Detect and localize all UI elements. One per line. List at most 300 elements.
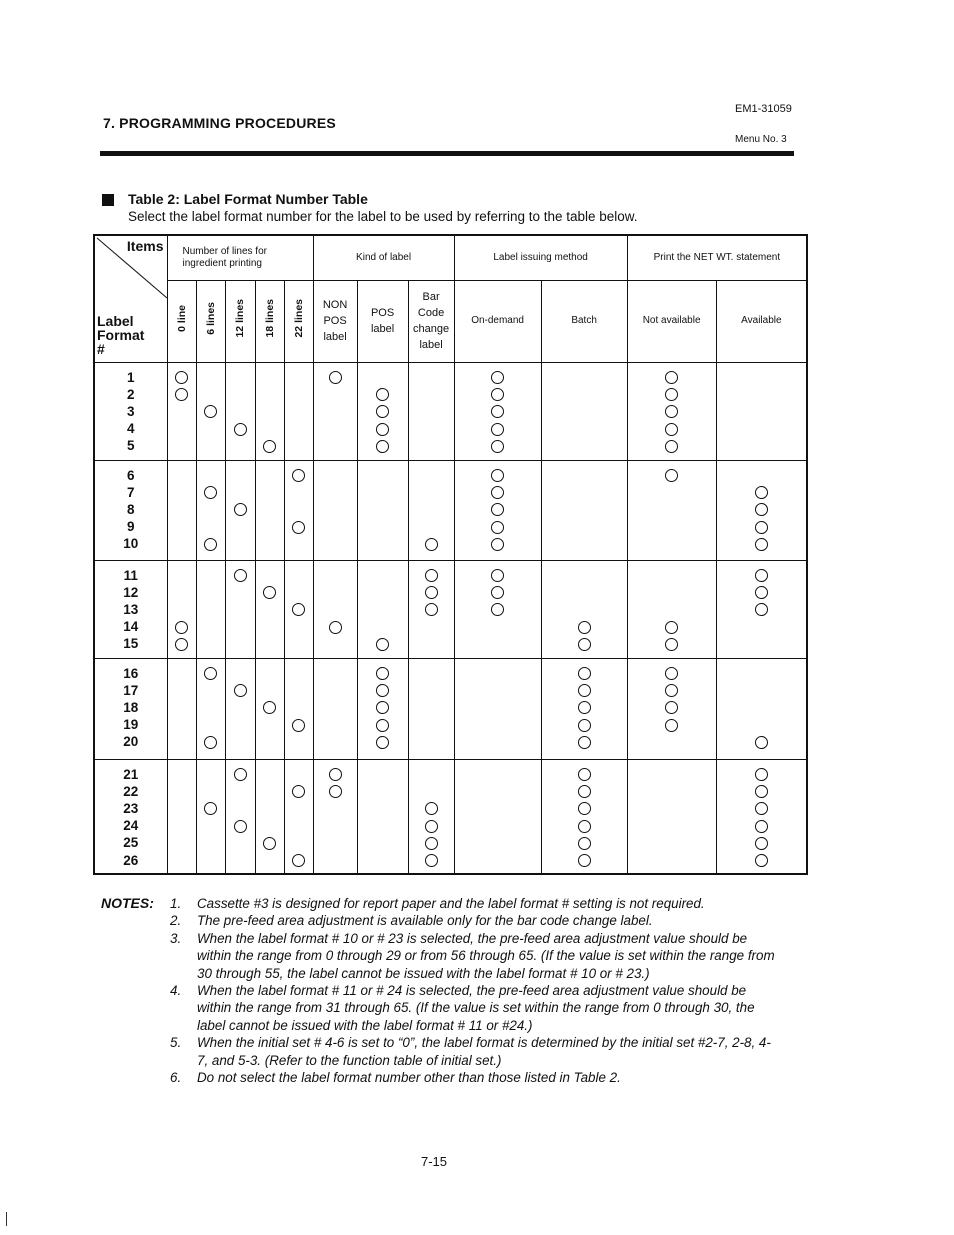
circle-icon xyxy=(491,586,504,599)
circle-mark-icon xyxy=(168,618,196,635)
empty-mark xyxy=(314,817,357,834)
circle-icon xyxy=(755,854,768,867)
empty-mark xyxy=(628,584,716,601)
subheader-0-line: 0 line xyxy=(167,280,196,362)
label-format-number: 2 xyxy=(126,386,135,402)
circle-mark-icon xyxy=(314,369,357,386)
circle-mark-icon xyxy=(455,403,541,420)
empty-mark xyxy=(285,420,313,437)
empty-mark xyxy=(168,567,196,584)
circle-icon xyxy=(578,701,591,714)
empty-mark xyxy=(285,665,313,682)
empty-mark xyxy=(197,437,225,454)
empty-mark xyxy=(358,783,408,800)
subheader-18-lines: 18 lines xyxy=(255,280,284,362)
empty-mark xyxy=(168,484,196,501)
mark-cell xyxy=(357,658,408,759)
empty-mark xyxy=(226,518,255,535)
circle-mark-icon xyxy=(542,851,627,868)
empty-mark xyxy=(197,783,225,800)
circle-mark-icon xyxy=(314,783,357,800)
circle-mark-icon xyxy=(285,716,313,733)
circle-mark-icon xyxy=(409,601,454,618)
label-format-number: 25 xyxy=(123,835,139,851)
circle-icon xyxy=(755,837,768,850)
table-group-row xyxy=(94,362,807,460)
circle-icon xyxy=(376,736,389,749)
empty-mark xyxy=(256,783,284,800)
empty-mark xyxy=(628,535,716,552)
circle-icon xyxy=(755,603,768,616)
mark-cell xyxy=(716,460,807,560)
empty-mark xyxy=(409,618,454,635)
circle-mark-icon xyxy=(409,817,454,834)
circle-mark-icon xyxy=(628,716,716,733)
circle-icon xyxy=(329,785,342,798)
mark-cell xyxy=(255,362,284,460)
label-format-number: 17 xyxy=(123,682,139,698)
circle-mark-icon xyxy=(628,403,716,420)
empty-mark xyxy=(358,817,408,834)
empty-mark xyxy=(168,716,196,733)
circle-mark-icon xyxy=(358,403,408,420)
empty-mark xyxy=(226,369,255,386)
circle-icon xyxy=(491,486,504,499)
empty-mark xyxy=(409,783,454,800)
circle-mark-icon xyxy=(168,635,196,652)
circle-icon xyxy=(755,521,768,534)
empty-mark xyxy=(285,800,313,817)
empty-mark xyxy=(358,484,408,501)
empty-mark xyxy=(226,403,255,420)
empty-mark xyxy=(314,518,357,535)
empty-mark xyxy=(314,716,357,733)
empty-mark xyxy=(409,699,454,716)
empty-mark xyxy=(256,635,284,652)
mark-cell xyxy=(196,658,225,759)
mark-cell xyxy=(454,460,541,560)
empty-mark xyxy=(168,518,196,535)
empty-mark xyxy=(256,618,284,635)
circle-icon xyxy=(755,586,768,599)
empty-mark xyxy=(358,851,408,868)
empty-mark xyxy=(542,567,627,584)
empty-mark xyxy=(314,635,357,652)
empty-mark xyxy=(285,817,313,834)
empty-mark xyxy=(455,766,541,783)
empty-mark xyxy=(226,699,255,716)
mark-cell xyxy=(225,362,255,460)
circle-icon xyxy=(491,503,504,516)
circle-icon xyxy=(425,569,438,582)
circle-icon xyxy=(329,621,342,634)
mark-cell xyxy=(716,362,807,460)
scan-edge-mark xyxy=(6,1212,7,1226)
empty-mark xyxy=(256,369,284,386)
empty-mark xyxy=(285,369,313,386)
empty-mark xyxy=(256,733,284,750)
circle-icon xyxy=(425,802,438,815)
circle-mark-icon xyxy=(409,851,454,868)
circle-icon xyxy=(665,719,678,732)
empty-mark xyxy=(314,567,357,584)
circle-mark-icon xyxy=(197,665,225,682)
empty-mark xyxy=(197,766,225,783)
label-format-numbers xyxy=(94,759,167,874)
mark-cell xyxy=(454,362,541,460)
circle-icon xyxy=(204,486,217,499)
circle-mark-icon xyxy=(717,817,807,834)
circle-mark-icon xyxy=(168,369,196,386)
empty-mark xyxy=(628,484,716,501)
circle-icon xyxy=(491,603,504,616)
empty-mark xyxy=(717,437,807,454)
mark-cell xyxy=(408,759,454,874)
empty-mark xyxy=(542,484,627,501)
empty-mark xyxy=(542,535,627,552)
circle-icon xyxy=(175,388,188,401)
empty-mark xyxy=(409,386,454,403)
circle-mark-icon xyxy=(717,584,807,601)
circle-mark-icon xyxy=(256,584,284,601)
mark-cell xyxy=(716,759,807,874)
note-item: 5. When the initial set # 4-6 is set to “0”, the label format is determined by the initial set #2-7, 2-8, 4-7, and 5-3. (Refer to the function table of initial set.) xyxy=(170,1035,771,1068)
empty-mark xyxy=(455,800,541,817)
circle-mark-icon xyxy=(542,699,627,716)
circle-icon xyxy=(755,486,768,499)
empty-mark xyxy=(358,618,408,635)
empty-mark xyxy=(542,403,627,420)
empty-mark xyxy=(314,467,357,484)
mark-cell xyxy=(541,362,627,460)
circle-mark-icon xyxy=(628,420,716,437)
mark-cell xyxy=(541,560,627,658)
circle-mark-icon xyxy=(717,766,807,783)
circle-icon xyxy=(755,503,768,516)
empty-mark xyxy=(168,584,196,601)
circle-icon xyxy=(204,538,217,551)
empty-mark xyxy=(314,851,357,868)
circle-icon xyxy=(376,423,389,436)
circle-mark-icon xyxy=(455,501,541,518)
circle-icon xyxy=(376,388,389,401)
label-format-number: 18 xyxy=(123,699,139,715)
circle-mark-icon xyxy=(542,766,627,783)
subheader-6-lines: 6 lines xyxy=(196,280,225,362)
empty-mark xyxy=(197,834,225,851)
mark-cell xyxy=(284,362,313,460)
empty-mark xyxy=(314,535,357,552)
circle-mark-icon xyxy=(717,501,807,518)
circle-mark-icon xyxy=(455,467,541,484)
empty-mark xyxy=(358,584,408,601)
empty-mark xyxy=(358,501,408,518)
subheader-non-pos-label: NON POS label xyxy=(313,280,357,362)
empty-mark xyxy=(256,535,284,552)
circle-icon xyxy=(665,371,678,384)
empty-mark xyxy=(409,369,454,386)
circle-icon xyxy=(578,768,591,781)
label-format-number: 26 xyxy=(123,852,139,868)
label-format-number: 5 xyxy=(126,438,135,454)
circle-mark-icon xyxy=(358,733,408,750)
circle-mark-icon xyxy=(197,733,225,750)
label-format-number: 1 xyxy=(126,369,135,385)
empty-mark xyxy=(285,437,313,454)
circle-mark-icon xyxy=(285,783,313,800)
mark-cell xyxy=(716,658,807,759)
group-header-kind: Kind of label xyxy=(313,235,454,280)
circle-mark-icon xyxy=(409,535,454,552)
empty-mark xyxy=(285,535,313,552)
empty-mark xyxy=(409,716,454,733)
mark-cell xyxy=(313,759,357,874)
group-header-issuing: Label issuing method xyxy=(454,235,627,280)
empty-mark xyxy=(197,467,225,484)
empty-mark xyxy=(197,584,225,601)
empty-mark xyxy=(314,584,357,601)
mark-cell xyxy=(255,460,284,560)
empty-mark xyxy=(226,800,255,817)
circle-mark-icon xyxy=(256,437,284,454)
empty-mark xyxy=(168,699,196,716)
circle-icon xyxy=(755,820,768,833)
circle-mark-icon xyxy=(226,766,255,783)
empty-mark xyxy=(628,783,716,800)
empty-mark xyxy=(197,369,225,386)
empty-mark xyxy=(409,635,454,652)
header-rule xyxy=(100,151,794,156)
circle-mark-icon xyxy=(358,635,408,652)
section-title: 7. PROGRAMMING PROCEDURES xyxy=(103,115,336,131)
empty-mark xyxy=(256,766,284,783)
circle-mark-icon xyxy=(542,800,627,817)
empty-mark xyxy=(226,716,255,733)
empty-mark xyxy=(168,851,196,868)
circle-mark-icon xyxy=(256,834,284,851)
empty-mark xyxy=(542,437,627,454)
circle-mark-icon xyxy=(168,386,196,403)
empty-mark xyxy=(314,386,357,403)
circle-icon xyxy=(234,820,247,833)
note-item: 2. The pre-feed area adjustment is available only for the bar code change label. xyxy=(170,913,653,929)
empty-mark xyxy=(168,665,196,682)
empty-mark xyxy=(628,733,716,750)
empty-mark xyxy=(542,601,627,618)
empty-mark xyxy=(409,437,454,454)
circle-icon xyxy=(578,621,591,634)
circle-mark-icon xyxy=(542,682,627,699)
mark-cell xyxy=(167,560,196,658)
circle-icon xyxy=(175,621,188,634)
circle-mark-icon xyxy=(542,716,627,733)
empty-mark xyxy=(717,635,807,652)
empty-mark xyxy=(285,635,313,652)
subheader-on-demand: On-demand xyxy=(454,280,541,362)
circle-mark-icon xyxy=(628,467,716,484)
empty-mark xyxy=(628,518,716,535)
empty-mark xyxy=(256,716,284,733)
circle-mark-icon xyxy=(358,682,408,699)
empty-mark xyxy=(717,403,807,420)
empty-mark xyxy=(455,733,541,750)
mark-cell xyxy=(167,362,196,460)
empty-mark xyxy=(358,467,408,484)
empty-mark xyxy=(168,403,196,420)
circle-mark-icon xyxy=(542,834,627,851)
empty-mark xyxy=(197,817,225,834)
notes-list xyxy=(170,895,780,1086)
empty-mark xyxy=(168,834,196,851)
circle-icon xyxy=(292,603,305,616)
circle-icon xyxy=(292,521,305,534)
circle-icon xyxy=(491,538,504,551)
circle-mark-icon xyxy=(455,420,541,437)
empty-mark xyxy=(314,682,357,699)
circle-mark-icon xyxy=(717,518,807,535)
mark-cell xyxy=(357,560,408,658)
circle-mark-icon xyxy=(717,851,807,868)
note-item: 3. When the label format # 10 or # 23 is selected, the pre-feed area adjustment value should be within the range from 0 through 29 or from 56 through 65. (If the value is set within the range from 30 through 55, the label cannot be issued with the label format # 10 or # 23.) xyxy=(170,930,775,981)
circle-mark-icon xyxy=(358,665,408,682)
circle-mark-icon xyxy=(314,618,357,635)
empty-mark xyxy=(409,484,454,501)
label-format-numbers xyxy=(94,460,167,560)
circle-icon xyxy=(578,837,591,850)
group-header-netwt: Print the NET WT. statement xyxy=(627,235,807,280)
circle-mark-icon xyxy=(358,716,408,733)
empty-mark xyxy=(197,518,225,535)
circle-icon xyxy=(491,569,504,582)
circle-mark-icon xyxy=(358,437,408,454)
subheader-pos-label: POS label xyxy=(357,280,408,362)
empty-mark xyxy=(226,733,255,750)
circle-icon xyxy=(755,768,768,781)
empty-mark xyxy=(628,766,716,783)
circle-mark-icon xyxy=(409,567,454,584)
circle-mark-icon xyxy=(542,783,627,800)
empty-mark xyxy=(256,567,284,584)
mark-cell xyxy=(627,460,716,560)
circle-icon xyxy=(491,405,504,418)
circle-mark-icon xyxy=(197,800,225,817)
circle-icon xyxy=(665,405,678,418)
circle-icon xyxy=(292,854,305,867)
empty-mark xyxy=(717,369,807,386)
empty-mark xyxy=(226,618,255,635)
empty-mark xyxy=(285,567,313,584)
subheader-not-available: Not available xyxy=(627,280,716,362)
circle-mark-icon xyxy=(455,484,541,501)
mark-cell xyxy=(167,658,196,759)
circle-icon xyxy=(263,701,276,714)
mark-cell xyxy=(284,658,313,759)
mark-cell xyxy=(255,759,284,874)
empty-mark xyxy=(197,567,225,584)
label-format-number: 4 xyxy=(126,421,135,437)
circle-icon xyxy=(491,440,504,453)
empty-mark xyxy=(358,766,408,783)
label-format-number: 9 xyxy=(126,519,135,535)
empty-mark xyxy=(409,467,454,484)
circle-icon xyxy=(491,388,504,401)
empty-mark xyxy=(226,584,255,601)
mark-cell xyxy=(225,658,255,759)
page-number: 7-15 xyxy=(421,1154,448,1169)
label-format-numbers xyxy=(94,362,167,460)
empty-mark xyxy=(628,851,716,868)
empty-mark xyxy=(256,484,284,501)
mark-cell xyxy=(167,759,196,874)
empty-mark xyxy=(226,851,255,868)
circle-icon xyxy=(755,538,768,551)
mark-cell xyxy=(454,560,541,658)
label-format-number: 8 xyxy=(126,501,135,517)
empty-mark xyxy=(285,834,313,851)
circle-icon xyxy=(376,638,389,651)
mark-cell xyxy=(408,560,454,658)
circle-icon xyxy=(376,667,389,680)
empty-mark xyxy=(542,467,627,484)
empty-mark xyxy=(314,665,357,682)
subheader-22-lines: 22 lines xyxy=(284,280,313,362)
circle-icon xyxy=(425,586,438,599)
empty-mark xyxy=(168,783,196,800)
circle-mark-icon xyxy=(717,834,807,851)
empty-mark xyxy=(226,665,255,682)
circle-icon xyxy=(263,586,276,599)
circle-icon xyxy=(234,423,247,436)
empty-mark xyxy=(358,800,408,817)
empty-mark xyxy=(256,665,284,682)
circle-mark-icon xyxy=(717,783,807,800)
circle-icon xyxy=(292,785,305,798)
empty-mark xyxy=(285,618,313,635)
circle-icon xyxy=(376,719,389,732)
circle-icon xyxy=(665,667,678,680)
label-format-number: 16 xyxy=(123,665,139,681)
circle-mark-icon xyxy=(455,601,541,618)
empty-mark xyxy=(409,420,454,437)
circle-icon xyxy=(491,371,504,384)
empty-mark xyxy=(409,733,454,750)
circle-mark-icon xyxy=(628,618,716,635)
circle-mark-icon xyxy=(542,665,627,682)
empty-mark xyxy=(226,467,255,484)
empty-mark xyxy=(226,601,255,618)
empty-mark xyxy=(197,601,225,618)
circle-icon xyxy=(376,701,389,714)
circle-icon xyxy=(425,837,438,850)
circle-mark-icon xyxy=(409,834,454,851)
circle-icon xyxy=(578,820,591,833)
empty-mark xyxy=(455,665,541,682)
empty-mark xyxy=(542,369,627,386)
circle-mark-icon xyxy=(717,567,807,584)
circle-mark-icon xyxy=(628,386,716,403)
empty-mark xyxy=(197,699,225,716)
empty-mark xyxy=(168,800,196,817)
empty-mark xyxy=(285,386,313,403)
label-format-number: 12 xyxy=(123,584,139,600)
empty-mark xyxy=(358,535,408,552)
circle-icon xyxy=(292,719,305,732)
circle-mark-icon xyxy=(285,601,313,618)
note-item: 6. Do not select the label format number other than those listed in Table 2. xyxy=(170,1070,621,1086)
mark-cell xyxy=(284,560,313,658)
empty-mark xyxy=(314,699,357,716)
empty-mark xyxy=(285,733,313,750)
